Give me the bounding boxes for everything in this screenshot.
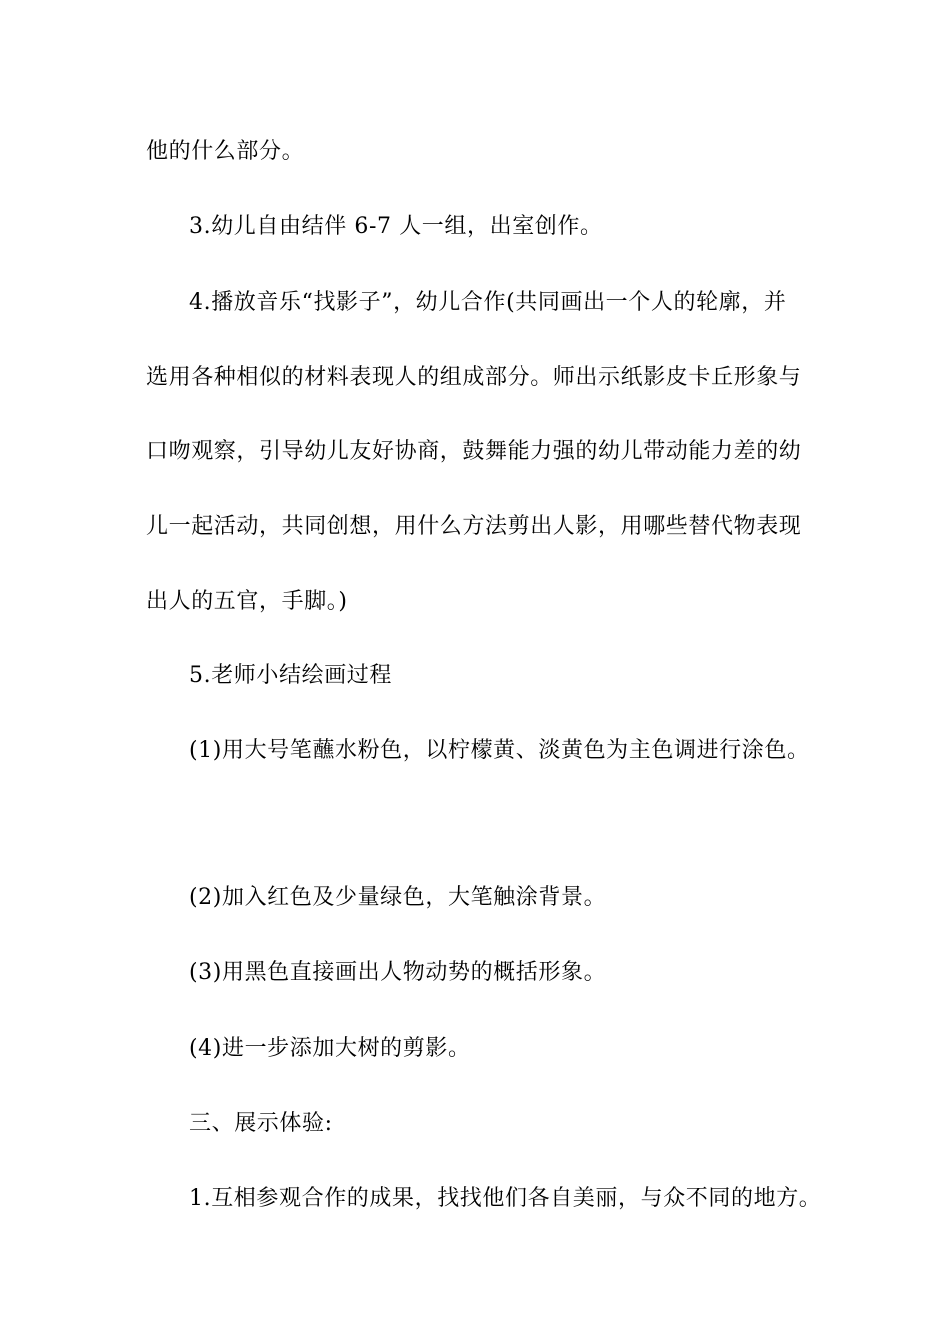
text-line-13: 三、展示体验: xyxy=(189,1111,333,1136)
text-line-9: (1)用大号笔蘸水粉色，以柠檬黄、淡黄色为主色调进行涂色。 xyxy=(189,738,810,763)
text-line-4: 选用各种相似的材料表现人的组成部分。师出示纸影皮卡丘形象与 xyxy=(146,365,802,390)
text-line-10: (2)加入红色及少量绿色，大笔触涂背景。 xyxy=(189,885,607,910)
text-line-8: 5.老师小结绘画过程 xyxy=(189,663,392,688)
text-line-14: 1.互相参观合作的成果，找找他们各自美丽，与众不同的地方。 xyxy=(189,1186,822,1211)
text-line-5: 口吻观察，引导幼儿友好协商，鼓舞能力强的幼儿带动能力差的幼 xyxy=(146,439,802,464)
text-line-11: (3)用黑色直接画出人物动势的概括形象。 xyxy=(189,960,607,985)
text-line-6: 儿一起活动，共同创想，用什么方法剪出人影，用哪些替代物表现 xyxy=(146,514,802,539)
text-line-7: 出人的五官，手脚。) xyxy=(146,589,348,614)
text-line-3: 4.播放音乐“找影子”，幼儿合作(共同画出一个人的轮廓，并 xyxy=(189,290,787,315)
text-line-12: (4)进一步添加大树的剪影。 xyxy=(189,1036,471,1061)
text-line-2: 3.幼儿自由结伴 6-7 人一组，出室创作。 xyxy=(189,214,603,239)
text-line-1: 他的什么部分。 xyxy=(146,139,305,164)
